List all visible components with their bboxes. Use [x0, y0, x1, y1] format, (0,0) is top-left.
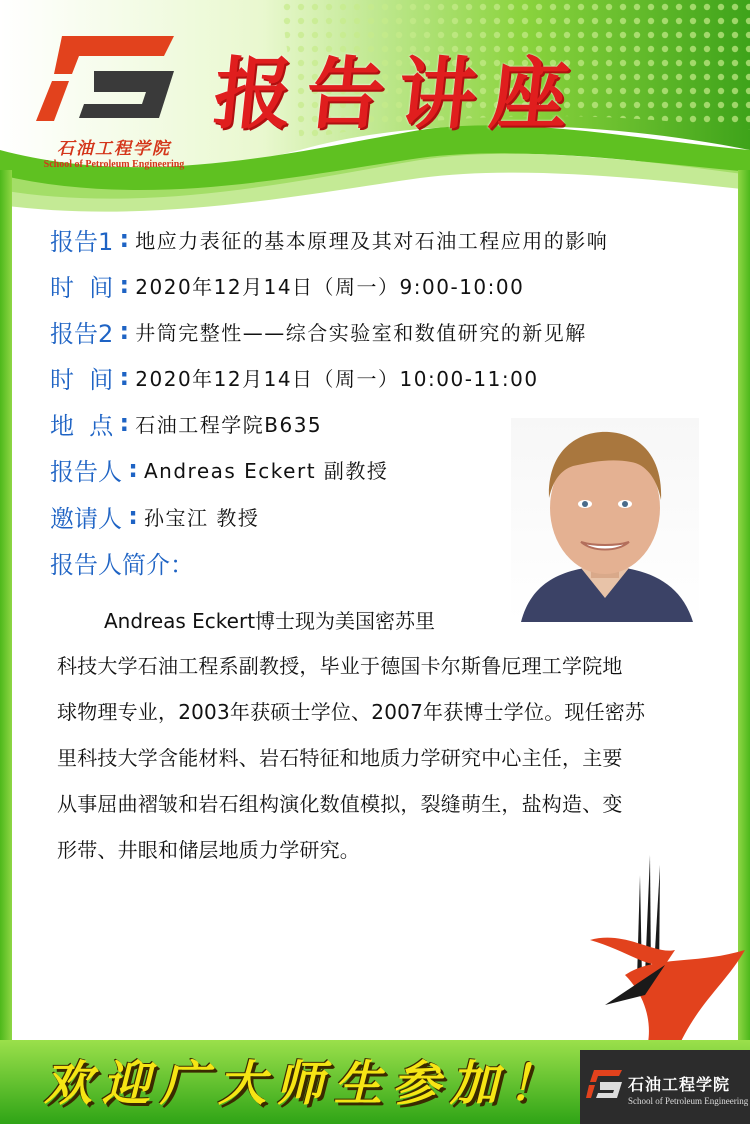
info-value: Andreas Eckert 副教授: [144, 458, 389, 483]
info-label: 地 点: [50, 411, 114, 440]
bio-line: 球物理专业，2003年获硕士学位、2007年获博士学位。现任密苏: [57, 700, 646, 724]
colon: :: [119, 317, 130, 345]
info-row-time2: [50, 357, 539, 397]
bio-line: 形带、井眼和储层地质力学研究。: [57, 838, 360, 862]
info-value: 石油工程学院B635: [135, 412, 323, 437]
info-label: 报告1: [50, 227, 114, 256]
fs-logo-icon: [586, 1066, 626, 1106]
info-row-report1: [50, 219, 608, 259]
fs-logo-icon: [24, 26, 194, 134]
school-logo: [24, 26, 194, 170]
info-value: 2020年12月14日（周一）10:00-11:00: [135, 366, 539, 391]
logo-chinese-name: 石油工程学院: [57, 139, 171, 159]
colon: :: [119, 225, 130, 253]
info-value: 2020年12月14日（周一）9:00-10:00: [135, 274, 525, 299]
info-label: 时 间: [50, 365, 114, 394]
footer-logo: [580, 1050, 750, 1124]
bio-first-line: Andreas Eckert博士现为美国密苏里: [104, 609, 436, 633]
info-label: 报告人: [50, 457, 122, 486]
info-value: 孙宝江 教授: [144, 505, 260, 530]
sculpture-icon: [585, 855, 750, 1055]
info-value: 井筒完整性——综合实验室和数值研究的新见解: [135, 320, 587, 345]
info-value: 地应力表征的基本原理及其对石油工程应用的影响: [135, 228, 609, 253]
info-label: 邀请人: [50, 504, 122, 533]
colon: :: [128, 455, 138, 483]
left-border: [0, 170, 12, 1050]
info-label: 时 间: [50, 273, 114, 302]
colon: :: [119, 271, 130, 299]
welcome-slogan: 欢迎广大师生参加！: [44, 1056, 567, 1112]
colon: :: [119, 363, 130, 391]
footer-logo-english-name: School of Petroleum Engineering: [628, 1096, 749, 1106]
info-row-speaker: [50, 449, 388, 489]
bio-line: 从事屈曲褶皱和岩石组构演化数值模拟，裂缝萌生，盐构造、变: [57, 792, 623, 816]
colon: :: [119, 409, 130, 437]
colon: :: [128, 502, 138, 530]
info-row-location: [50, 403, 322, 443]
info-label: 报告2: [50, 319, 114, 348]
speaker-portrait-icon: [511, 418, 699, 622]
speaker-photo: [511, 418, 699, 622]
page-title: 报告讲座: [209, 49, 588, 140]
bio-line: 里科技大学含能材料、岩石特征和地质力学研究中心主任，主要: [57, 746, 623, 770]
info-row-report2: [50, 311, 587, 351]
info-row-inviter: [50, 496, 259, 536]
bio-heading: 报告人简介：: [50, 551, 194, 579]
logo-english-name: School of Petroleum Engineering: [43, 159, 185, 170]
bio-line: 科技大学石油工程系副教授，毕业于德国卡尔斯鲁厄理工学院地: [57, 654, 623, 678]
footer-logo-chinese-name: 石油工程学院: [628, 1075, 731, 1094]
info-row-time1: [50, 265, 524, 305]
